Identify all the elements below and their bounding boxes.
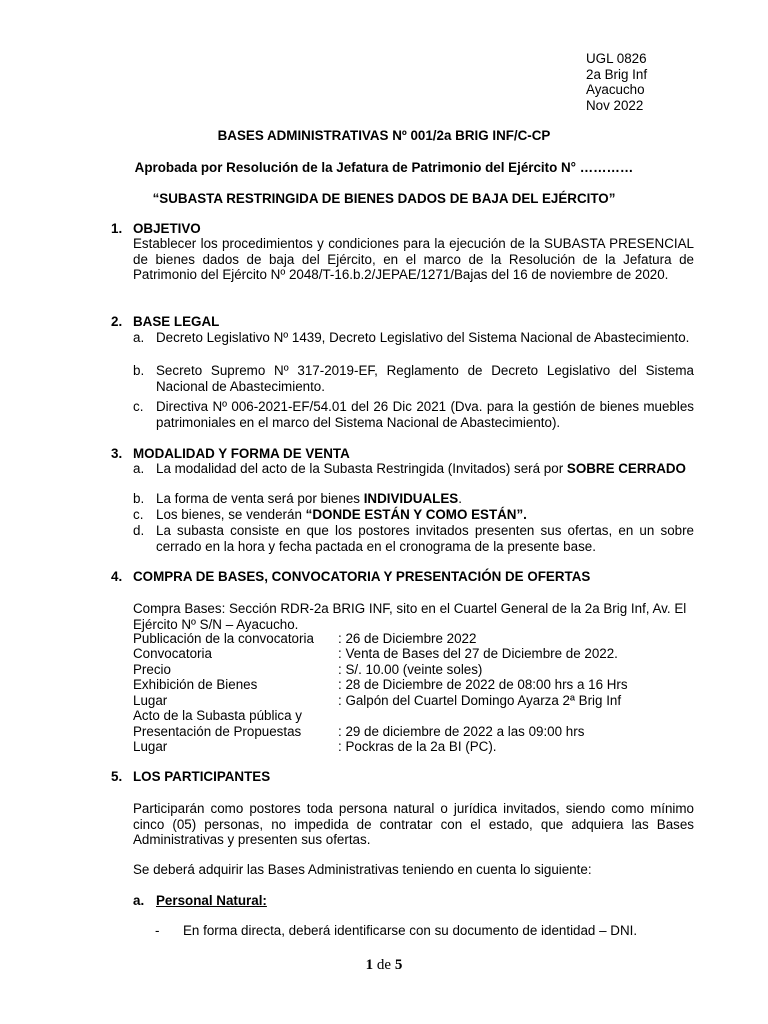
schedule-label: Precio (133, 662, 171, 677)
schedule-row (133, 662, 713, 678)
item-text-part: La modalidad del acto de la Subasta Restringida (Invitados) será por (156, 461, 564, 476)
section-4-intro: Compra Bases: Sección RDR-2a BRIG INF, sito en el Cuartel General de la 2a Brig Inf, Av. El Ejército Nº S/N – Ayacucho. (133, 601, 687, 632)
list-item (133, 491, 694, 507)
schedule-value: : 29 de diciembre de 2022 a las 09:00 hrs (338, 724, 585, 739)
item-text-part: La forma de venta será por bienes (156, 491, 360, 506)
section-3-heading (111, 446, 350, 461)
document-title: BASES ADMINISTRATIVAS Nº 001/2a BRIG INF/C-CP (217, 128, 551, 143)
section-number: 4. (111, 569, 123, 584)
schedule-value: : 26 de Diciembre 2022 (338, 631, 477, 646)
list-item (133, 523, 694, 554)
section-5-paragraph: Se deberá adquirir las Bases Administrativas teniendo en cuenta lo siguiente: (133, 862, 592, 877)
item-text: Decreto Legislativo Nº 1439, Decreto Legislativo del Sistema Nacional de Abastecimiento. (156, 330, 690, 345)
section-5-paragraph: Participarán como postores toda persona natural o jurídica invitados, siendo como mínimo cinco (05) personas, no impedida de contratar con el estado, que adquiera las Bases Administrativas y presenten sus ofertas. (133, 801, 694, 847)
bullet-dash: - (155, 923, 160, 938)
item-text: Directiva Nº 006-2021-EF/54.01 del 26 Dic 2021 (Dva. para la gestión de bienes muebles patrimoniales en el marco del Sistema Nacional de Abastecimiento). (156, 399, 694, 430)
list-item (133, 399, 694, 430)
schedule-label: Convocatoria (133, 646, 212, 661)
page-number: 1 (365, 957, 374, 973)
schedule-label: Lugar (133, 693, 168, 708)
item-text-part: Los bienes, se venderán (156, 507, 302, 522)
ref-line: UGL 0826 (586, 51, 647, 66)
section-number: 5. (111, 769, 123, 784)
schedule-row (133, 646, 713, 662)
section-title: LOS PARTICIPANTES (133, 769, 271, 784)
schedule-value: : 28 de Diciembre de 2022 de 08:00 hrs a 16 Hrs (338, 677, 628, 692)
section-5-heading (111, 769, 270, 784)
list-item (133, 461, 694, 477)
page-of: de (376, 957, 392, 973)
schedule-value: : Galpón del Cuartel Domingo Ayarza 2ª Brig Inf (338, 693, 622, 708)
item-letter: b. (133, 363, 145, 378)
item-letter: c. (133, 399, 144, 414)
bullet-item (155, 923, 637, 938)
ref-line: Nov 2022 (586, 97, 644, 113)
item-letter: a. (133, 330, 145, 345)
section-title: BASE LEGAL (133, 314, 220, 329)
section-title: COMPRA DE BASES, CONVOCATORIA Y PRESENTACIÓN DE OFERTAS (133, 569, 591, 584)
section-title: OBJETIVO (133, 221, 201, 236)
schedule-row (133, 724, 713, 740)
item-letter: a. (133, 461, 145, 476)
item-letter: d. (133, 523, 145, 538)
bullet-text: En forma directa, deberá identificarse con su documento de identidad – DNI. (183, 923, 638, 938)
schedule-row (133, 631, 713, 647)
section-4-heading (111, 569, 590, 584)
item-text-part: . (458, 491, 462, 506)
document-subtitle: “SUBASTA RESTRINGIDA DE BIENES DADOS DE BAJA DEL EJÉRCITO” (152, 191, 616, 206)
item-text: Secreto Supremo Nº 317-2019-EF, Reglamento de Decreto Legislativo del Sistema Nacional de Abastecimiento. (156, 363, 694, 394)
item-text (156, 461, 694, 477)
schedule-value: : Pockras de la 2a BI (PC). (338, 739, 497, 754)
schedule-row (133, 677, 713, 693)
schedule-label: Lugar (133, 739, 168, 754)
subsection-letter: a. (133, 893, 145, 908)
item-text: La subasta consiste en que los postores invitados presenten sus ofertas, en un sobre cerrado en la hora y fecha pactada en el cronograma de la presente base. (156, 523, 694, 554)
reference-block (586, 51, 647, 113)
approval-line: Aprobada por Resolución de la Jefatura de Patrimonio del Ejército N° ………… (134, 160, 634, 175)
item-letter: c. (133, 507, 144, 522)
section-1-heading (111, 221, 201, 236)
page-total: 5 (394, 957, 403, 973)
schedule-row (133, 693, 713, 709)
subsection-heading (133, 893, 267, 908)
item-text-bold: INDIVIDUALES (363, 491, 459, 506)
schedule-label: Presentación de Propuestas (133, 724, 302, 739)
list-item (133, 363, 694, 394)
section-2-heading (111, 314, 219, 329)
ref-line: 2a Brig Inf (586, 66, 648, 82)
schedule-value: : S/. 10.00 (veinte soles) (338, 662, 483, 677)
item-text-bold: SOBRE CERRADO (566, 461, 686, 476)
page-footer (0, 957, 768, 974)
schedule-label: Exhibición de Bienes (133, 677, 258, 692)
section-number: 1. (111, 221, 123, 236)
section-title: MODALIDAD Y FORMA DE VENTA (133, 446, 350, 461)
section-number: 2. (111, 314, 123, 329)
section-number: 3. (111, 446, 123, 461)
list-item (133, 507, 694, 523)
schedule-value: : Venta de Bases del 27 de Diciembre de 2022. (338, 646, 618, 661)
item-letter: b. (133, 491, 145, 506)
schedule-row (133, 708, 713, 724)
subsection-title: Personal Natural: (156, 893, 267, 908)
schedule-row (133, 739, 713, 755)
ref-line: Ayacucho (586, 82, 645, 97)
item-text-bold: “DONDE ESTÁN Y COMO ESTÁN”. (305, 507, 527, 522)
schedule-label: Publicación de la convocatoria (133, 631, 314, 646)
item-text (156, 491, 694, 507)
section-1-text: Establecer los procedimientos y condiciones para la ejecución de la SUBASTA PRESENCIAL de bienes dados de baja del Ejército, en el marco de la Resolución de la Jefatura de Patrimonio del Ejército Nº 2048/T-16.b.2/JEPAE/1271/Bajas del 16 de noviembre de 2020. (133, 236, 694, 282)
schedule-label: Acto de la Subasta pública y (133, 708, 302, 723)
list-item (133, 330, 694, 346)
item-text (156, 507, 694, 523)
